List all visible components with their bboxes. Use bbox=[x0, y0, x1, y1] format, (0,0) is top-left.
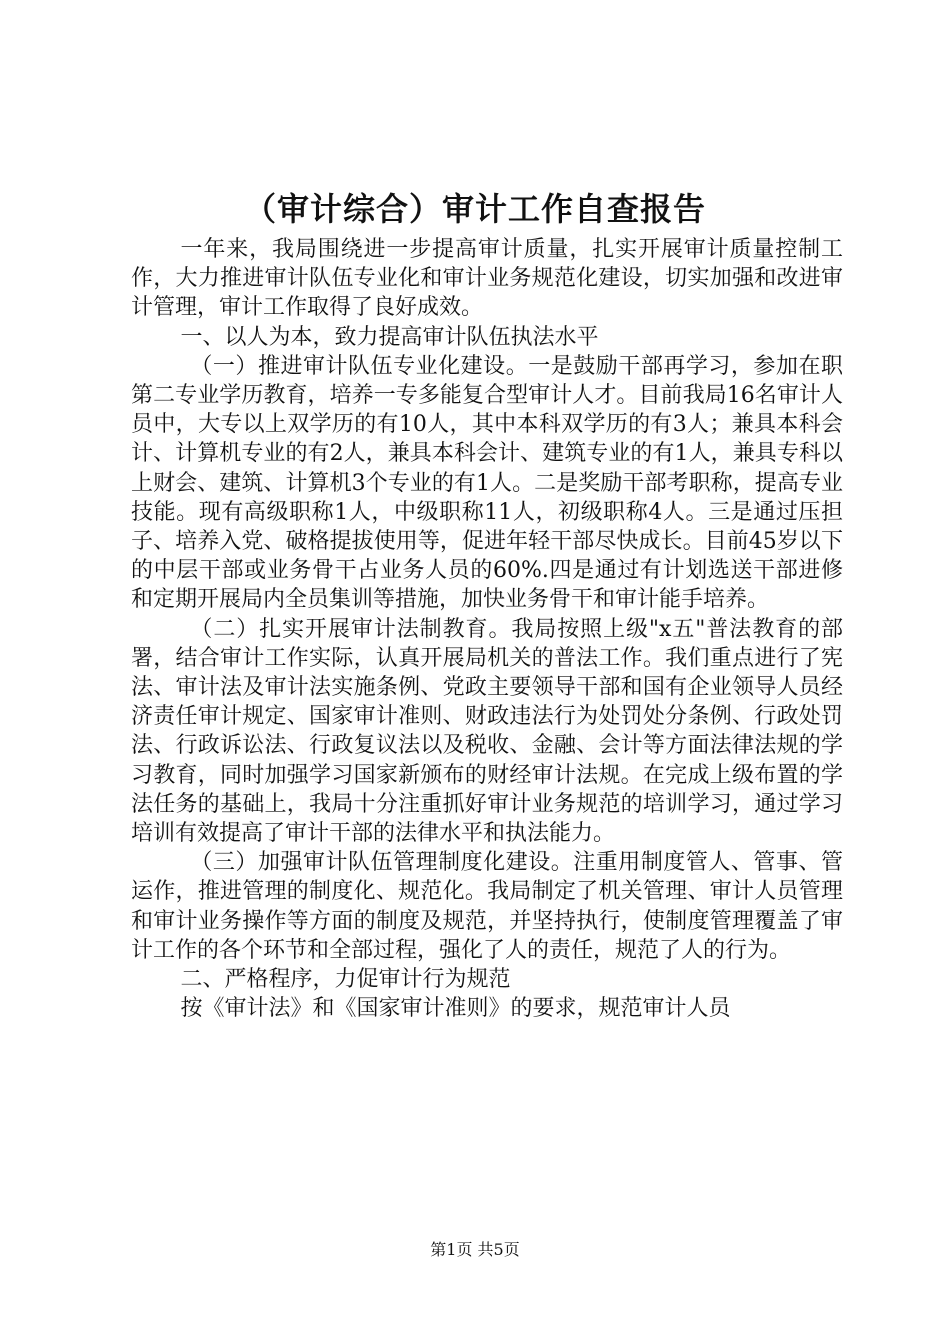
section-paragraph-2: 按《审计法》和《国家审计准则》的要求，规范审计人员 bbox=[180, 996, 731, 1022]
subsection-paragraph-1: （一）推进审计队伍专业化建设。一是鼓励干部再学习，参加在职第二专业学历教育，培养一专多能复合型审计人才。目前我局16名审计人员中，大专以上双学历的有10人，其中本科双学历的有3人；兼具本科会计、计算机专业的有2人，兼具本科会计、建筑专业的有1人，兼具专科以上财会、建筑、计算机3个专业的有1人。二是奖励干部考职称，提高专业技能。现有高级职称1人，中级职称11人，初级职称4人。三是通过压担子、培养入党、破格提拔使用等，促进年轻干部尽快成长。目前45岁以下的中层干部或业务骨干占业务人员的60%.四是通过有计划选送干部进修和定期开展局内全员集训等措施，加快业务骨干和审计能手培养。 bbox=[131, 353, 843, 613]
section-heading-2: 二、严格程序，力促审计行为规范 bbox=[180, 967, 511, 993]
document-title: （审计综合）审计工作自查报告 bbox=[243, 190, 706, 228]
intro-paragraph: 一年来，我局围绕进一步提高审计质量，扎实开展审计质量控制工作，大力推进审计队伍专业化和审计业务规范化建设，切实加强和改进审计管理，审计工作取得了良好成效。 bbox=[131, 237, 843, 321]
subsection-paragraph-3: （三）加强审计队伍管理制度化建设。注重用制度管人、管事、管运作，推进管理的制度化、规范化。我局制定了机关管理、审计人员管理和审计业务操作等方面的制度及规范，并坚持执行，使制度管理覆盖了审计工作的各个环节和全部过程，强化了人的责任，规范了人的行为。 bbox=[131, 850, 843, 963]
page-number-footer: 第1页 共5页 bbox=[430, 1240, 520, 1259]
subsection-paragraph-2: （二）扎实开展审计法制教育。我局按照上级"x五"普法教育的部署，结合审计工作实际，认真开展局机关的普法工作。我们重点进行了宪法、审计法及审计法实施条例、党政主要领导干部和国有企业领导人员经济责任审计规定、国家审计准则、财政违法行为处罚处分条例、行政处罚法、行政诉讼法、行政复议法以及税收、金融、会计等方面法律法规的学习教育，同时加强学习国家新颁布的财经审计法规。在完成上级布置的学法任务的基础上，我局十分注重抓好审计业务规范的培训学习，通过学习培训有效提高了审计干部的法律水平和执法能力。 bbox=[131, 616, 843, 847]
section-heading-1: 一、以人为本，致力提高审计队伍执法水平 bbox=[180, 324, 599, 350]
document-body bbox=[131, 235, 843, 1023]
